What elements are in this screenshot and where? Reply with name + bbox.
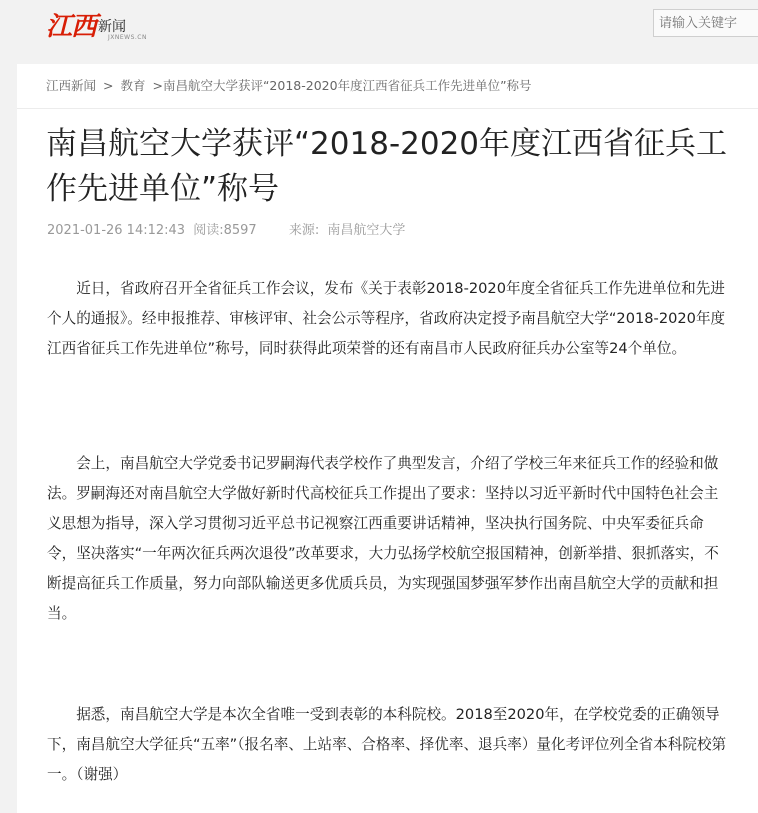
article-title: 南昌航空大学获评“2018-2020年度江西省征兵工作先进单位”称号 (46, 126, 728, 207)
article-paragraph: 近日，省政府召开全省征兵工作会议，发布《关于表彰2018-2020年度全省征兵工作先进单位和先进个人的通报》。经申报推荐、审核评审、社会公示等程序，省政府决定授予南昌航空大学“2018-2020年度江西省征兵工作先进单位”称号，同时获得此项荣誉的还有南昌市人民政府征兵办公室等24个单位。 (47, 280, 726, 357)
article-paragraph: 据悉，南昌航空大学是本次全省唯一受到表彰的本科院校。2018至2020年，在学校党委的正确领导下，南昌航空大学征兵“五率”（报名率、上站率、合格率、择优率、退兵率）量化考评位列全省本科院校第一。（谢强） (47, 706, 727, 783)
breadcrumb-item-education[interactable]: 教育 (120, 78, 146, 93)
publish-datetime: 2021-01-26 14:12:43 (47, 223, 186, 238)
logo-subtext: JXNEWS.CN (108, 34, 147, 41)
logo-mark: 江西 (46, 12, 97, 42)
article-meta (47, 223, 409, 239)
source-label: 来源: (288, 223, 320, 238)
site-logo[interactable] (46, 8, 147, 42)
breadcrumb-divider (17, 108, 758, 109)
top-bar (0, 0, 758, 56)
breadcrumb-separator: > (103, 78, 114, 93)
read-count: 阅读:8597 (193, 223, 257, 238)
breadcrumb (46, 78, 532, 94)
breadcrumb-item-current: 南昌航空大学获评“2018-2020年度江西省征兵工作先进单位”称号 (162, 78, 532, 93)
search-input[interactable] (653, 9, 758, 37)
breadcrumb-separator: > (152, 78, 163, 93)
article-paragraph: 会上，南昌航空大学党委书记罗嗣海代表学校作了典型发言，介绍了学校三年来征兵工作的经验和做法。罗嗣海还对南昌航空大学做好新时代高校征兵工作提出了要求：坚持以习近平新时代中国特色社会主义思想为指导，深入学习贯彻习近平总书记视察江西重要讲话精神，坚决执行国务院、中央军委征兵命令，坚决落实“一年两次征兵两次退役”改革要求，大力弘扬学校航空报国精神，创新举措、狠抓落实，不断提高征兵工作质量，努力向部队输送更多优质兵员，为实现强国梦强军梦作出南昌航空大学的贡献和担当。 (47, 455, 719, 622)
breadcrumb-item-home[interactable]: 江西新闻 (46, 78, 97, 93)
logo-text: 新闻 (98, 19, 127, 35)
source-name: 南昌航空大学 (327, 223, 406, 238)
article-card (17, 64, 758, 813)
